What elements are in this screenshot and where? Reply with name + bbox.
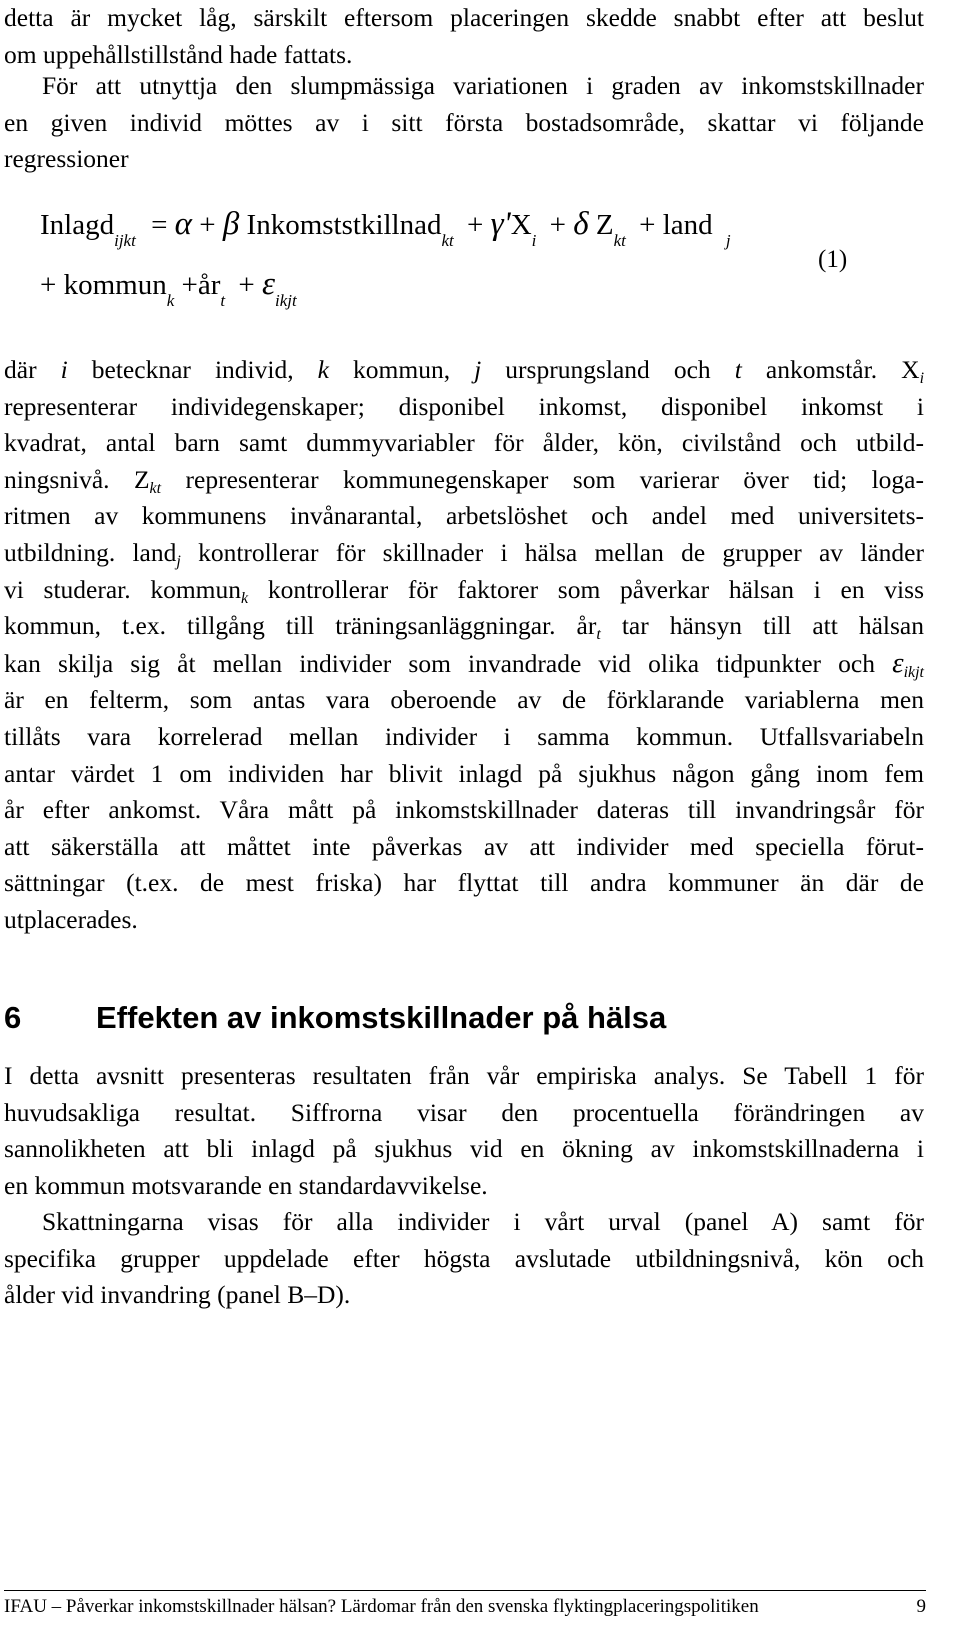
text-line: ritmen av kommunens invånarantal, arbetslöshet och andel med universitets-: [4, 501, 924, 531]
equation-row-2: + kommun$_k$ $+år_t + \varepsilon_{ikjt}$: [40, 266, 297, 310]
text-line: specifika grupper uppdelade efter högsta avslutade utbildningsnivå, kön och: [4, 1243, 924, 1273]
explanation-paragraph: [4, 352, 924, 939]
section-paragraph-2: [4, 1204, 924, 1314]
text-line: ålder vid invandring (panel B–D).: [4, 1280, 351, 1310]
text-line: år efter ankomst. Våra mått på inkomstskillnader dateras till invandringsår för: [4, 795, 924, 825]
text-line: om uppehållstillstånd hade fattats.: [4, 39, 353, 69]
text-line: ningsnivå. $Z_{kt}$ representerar kommunegenskaper som varierar över tid; loga-: [4, 464, 924, 497]
text-line: att säkerställa att måttet inte påverkas av att individer med speciella förut-: [4, 831, 924, 861]
text-line: sannolikheten att bli inlagd på sjukhus vid en ökning av inkomstskillnaderna i: [4, 1134, 924, 1164]
text-line: utbildning. land$_j$ kontrollerar för skillnader i hälsa mellan de grupper av länder: [4, 537, 924, 570]
text-line: där i betecknar individ, k kommun, j ursprungsland och t ankomstår. $X_i$: [4, 355, 925, 387]
text-line: huvudsakliga resultat. Siffrorna visar den procentuella förändringen av: [4, 1097, 924, 1127]
text-line: Skattningarna visas för alla individer i vårt urval (panel A) samt för: [42, 1207, 924, 1236]
section-heading: [4, 1000, 666, 1036]
page-footer: [4, 1590, 926, 1618]
text-line: sättningar (t.ex. de mest friska) har flyttat till andra kommuner än där de: [4, 868, 924, 898]
page-number: 9: [916, 1596, 926, 1617]
text-line: kan skilja sig åt mellan individer som invandrade vid olika tidpunkter och $\varepsilon_{ikjt}$: [4, 646, 924, 681]
text-line: en kommun motsvarande en standardavvikelse.: [4, 1170, 488, 1200]
section-paragraph-1: [4, 1058, 924, 1204]
text-line: tillåts vara korrelerad mellan individer i samma kommun. Utfallsvariabeln: [4, 721, 924, 751]
text-line: antar värdet 1 om individen har blivit inlagd på sjukhus någon gång inom fem: [4, 758, 924, 788]
text-line: utplacerades.: [4, 904, 138, 934]
intro-paragraph: [4, 0, 924, 73]
equation-number: (1): [818, 246, 848, 273]
text-line: kvadrat, antal barn samt dummyvariabler för ålder, kön, civilstånd och utbild-: [4, 428, 924, 458]
section-number: 6: [4, 1000, 22, 1035]
section-title: Effekten av inkomstskillnader på hälsa: [96, 1000, 667, 1035]
text-line: detta är mycket låg, särskilt eftersom placeringen skedde snabbt efter att beslut: [4, 3, 924, 32]
equation-row-1: Inlagd$_{ijkt}$ = α + β Inkomststkillnad$_{kt}$ + $\gamma'X_i + \delta$ $Z_{kt}$ + land $_j$: [40, 206, 731, 250]
text-line: representerar individegenskaper; disponibel inkomst, disponibel inkomst i: [4, 391, 924, 421]
text-line: För att utnyttja den slumpmässiga variationen i graden av inkomstskillnader: [42, 71, 924, 100]
text-line: regressioner: [4, 144, 129, 174]
footer-text: IFAU – Påverkar inkomstskillnader hälsan? Lärdomar från den svenska flyktingplaceringspolitiken: [4, 1596, 759, 1617]
text-line: är en felterm, som antas vara oberoende av de förklarande variablerna men: [4, 685, 924, 715]
text-line: vi studerar. kommun$_k$ kontrollerar för faktorer som påverkar hälsan i en viss: [4, 574, 924, 607]
text-line: I detta avsnitt presenteras resultaten från vår empiriska analys. Se Tabell 1 för: [4, 1061, 924, 1090]
text-line: kommun, t.ex. tillgång till träningsanläggningar. $år_t$ tar hänsyn till att hälsan: [4, 611, 924, 644]
regression-equation: [40, 206, 920, 326]
text-line: en given individ möttes av i sitt första bostadsområde, skattar vi följande: [4, 107, 924, 137]
regression-intro-paragraph: [4, 68, 924, 178]
